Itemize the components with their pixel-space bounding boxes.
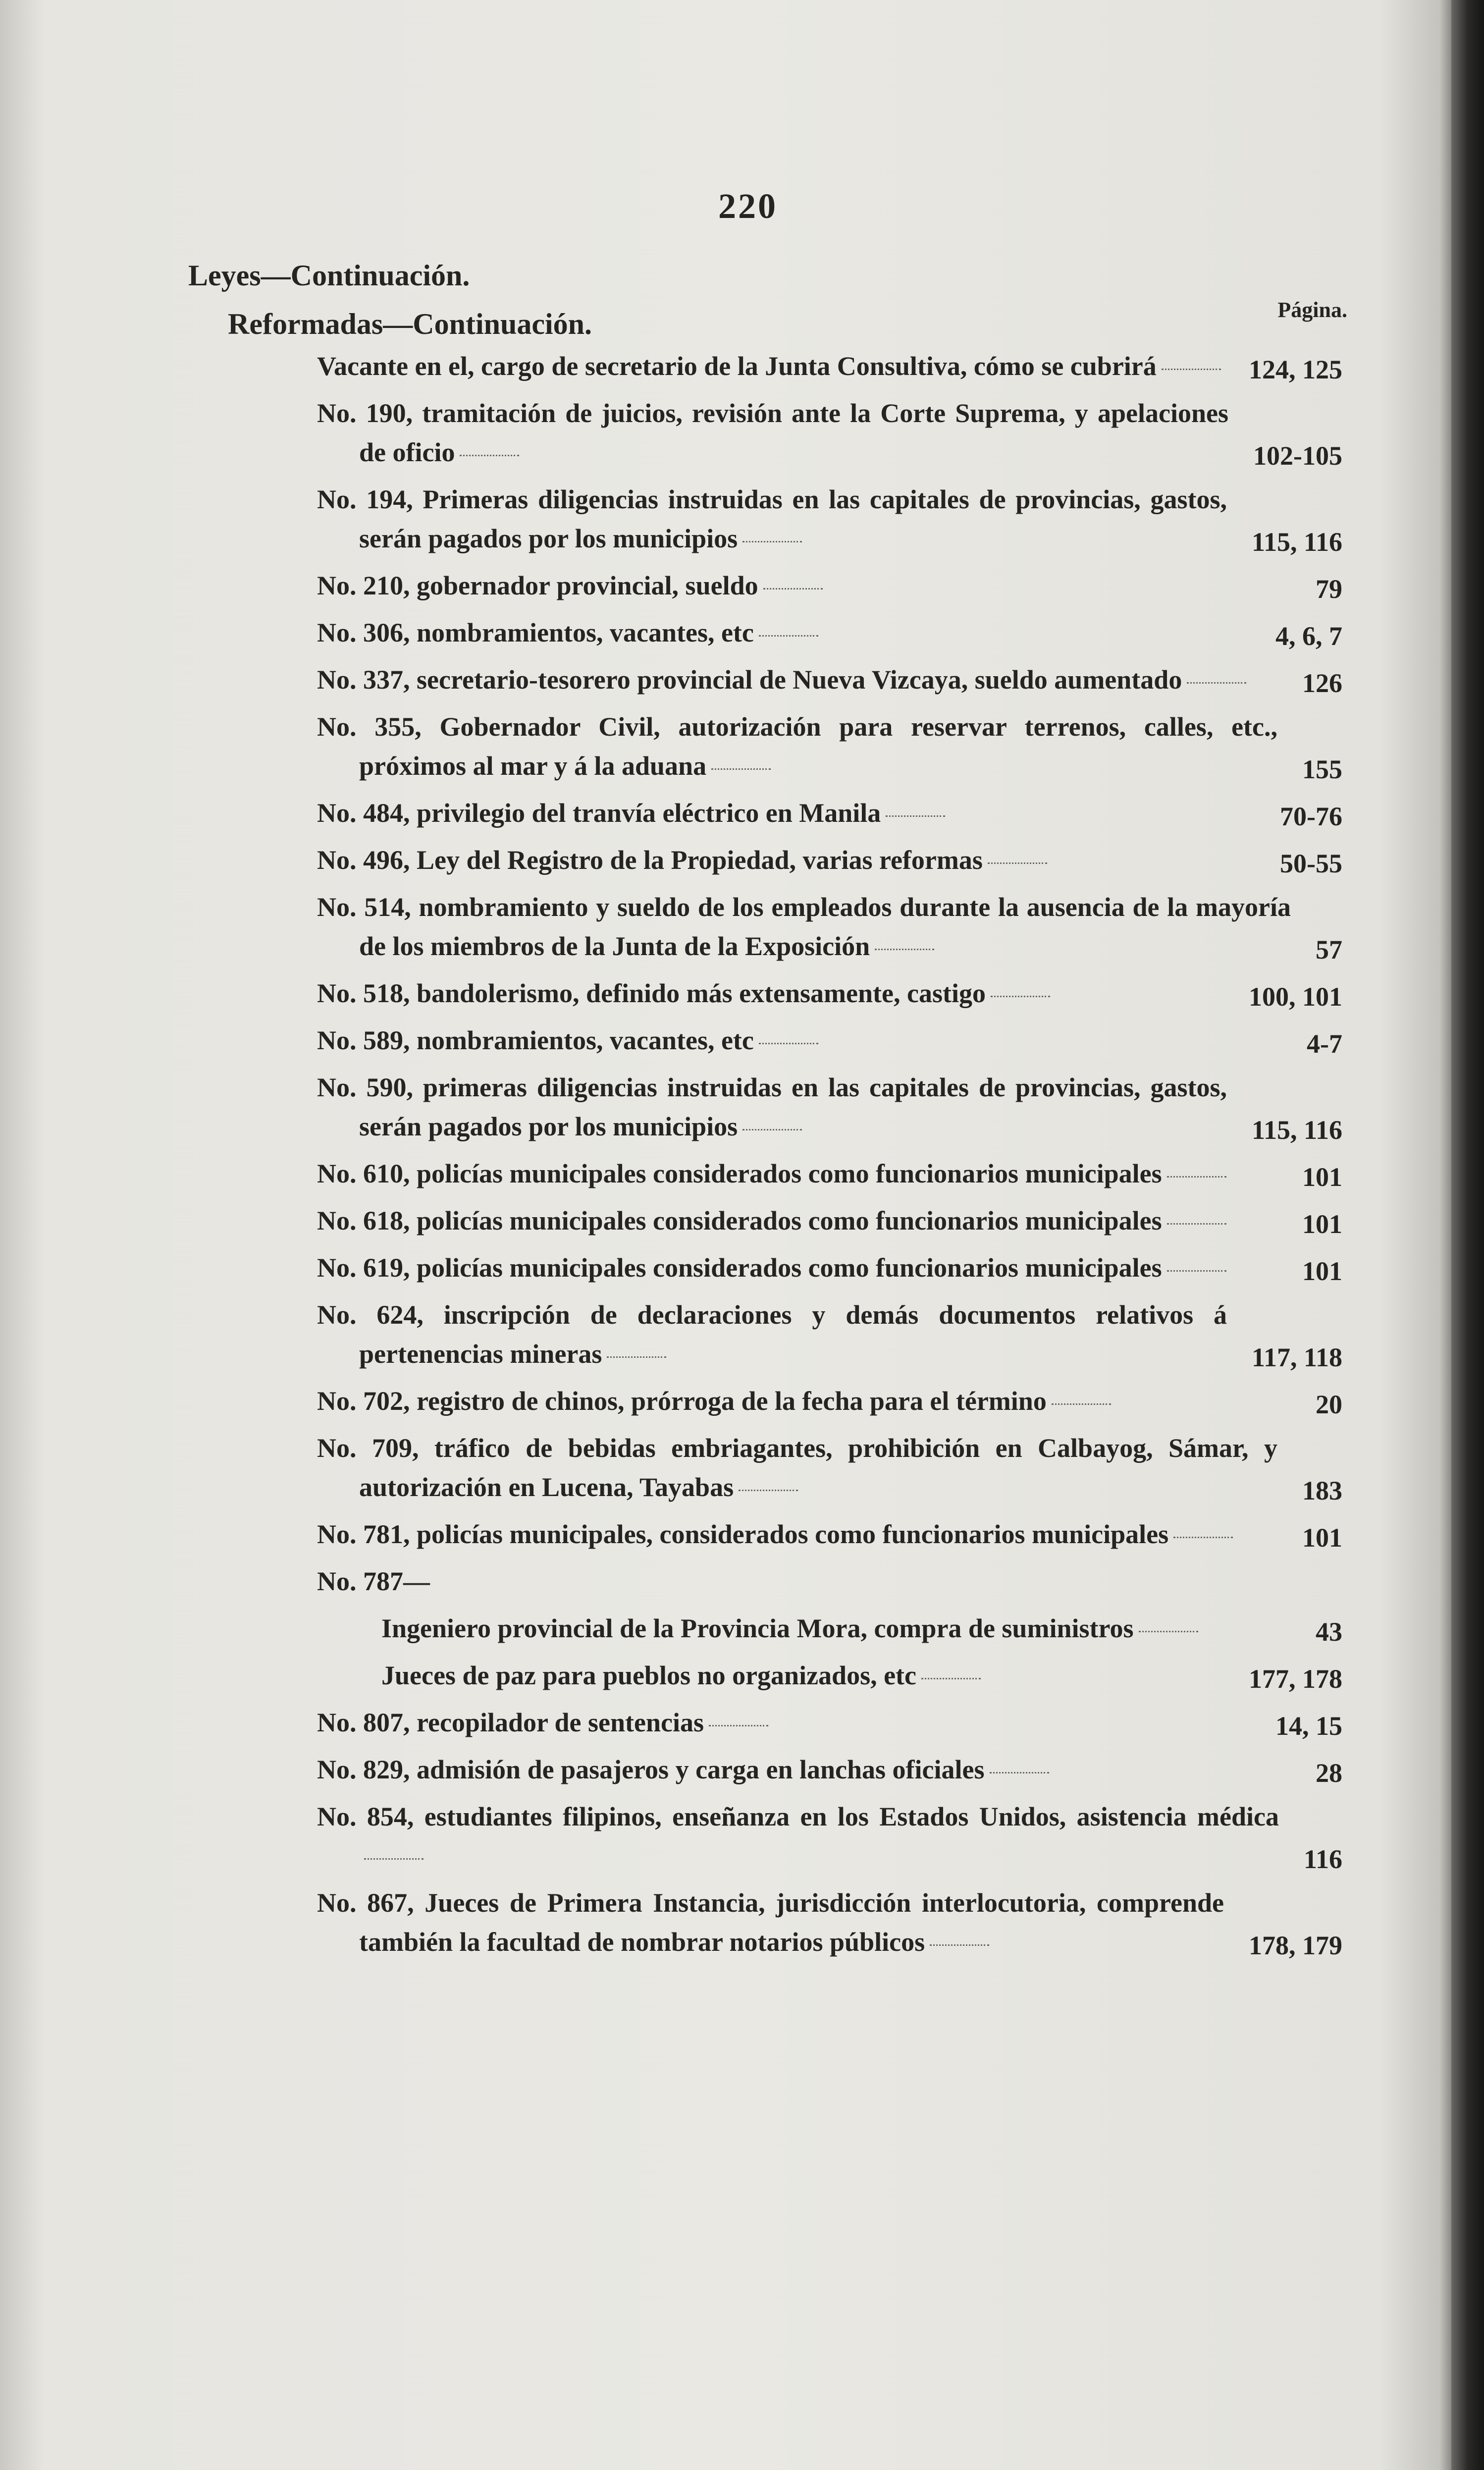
leader-dots [711,768,771,770]
entry-text: No. 829, admisión de pasajeros y carga en lanchas oficiales [317,1750,1323,1789]
leader-dots [1173,1536,1233,1538]
entry-page-ref: 43 [1316,1617,1342,1647]
index-entry [317,1656,1342,1695]
entry-text: Jueces de paz para pueblos no organizados, etc [381,1656,1323,1695]
entry-text: No. 484, privilegio del tranvía eléctrico en Manila [317,794,1323,833]
entry-text: No. 709, tráfico de bebidas embriagantes, prohibición en Calbayog, Sámar, y autorización en Lucena, Tayabas [317,1433,1277,1502]
entry-text: No. 190, tramitación de juicios, revisión ante la Corte Suprema, y apelaciones de oficio [317,398,1228,467]
index-entry [317,794,1342,833]
index-entry [317,347,1342,386]
entry-page-ref: 102-105 [1253,441,1342,471]
leader-dots [759,635,818,637]
entry-page-ref: 70-76 [1280,802,1342,831]
entry-text: No. 807, recopilador de sentencias [317,1703,1323,1742]
entry-page-ref: 116 [1303,1844,1342,1874]
entry-page-ref: 124, 125 [1249,355,1342,384]
entry-text: No. 781, policías municipales, considerados como funcionarios municipales [317,1515,1323,1554]
section-heading: Leyes—Continuación. [188,259,470,292]
entry-page-ref: 101 [1302,1523,1342,1553]
index-entries [317,347,1342,1970]
index-entry [317,1248,1342,1288]
leader-dots [460,454,519,456]
leader-dots [607,1356,666,1358]
index-entry [317,566,1342,605]
index-entry [317,1154,1342,1193]
entry-text: No. 194, Primeras diligencias instruidas en las capitales de provincias, gastos, serán pagados por los municipios [317,484,1227,553]
entry-text: No. 854, estudiantes filipinos, enseñanza en los Estados Unidos, asistencia médica [317,1797,1323,1876]
leader-dots [988,862,1047,864]
index-entry [317,480,1342,558]
index-entry [317,1068,1342,1146]
entry-page-ref: 20 [1316,1390,1342,1419]
index-entry [317,1021,1342,1060]
entry-page-ref: 126 [1302,668,1342,698]
index-entry [317,613,1342,652]
entry-text: No. 787— [317,1566,430,1596]
entry-page-ref: 115, 116 [1251,527,1342,557]
entry-text: No. 496, Ley del Registro de la Propiedad, varias reformas [317,841,1323,880]
index-entry [317,1562,1323,1601]
leader-dots [1162,368,1221,370]
entry-text: Ingeniero provincial de la Provincia Mora, compra de suministros [381,1609,1323,1648]
entry-page-ref: 115, 116 [1251,1115,1342,1145]
index-entry [317,1883,1342,1962]
page-column-header: Página. [1277,298,1347,322]
index-entry [317,1609,1342,1648]
entry-page-ref: 101 [1302,1162,1342,1192]
entry-text: No. 518, bandolerismo, definido más extensamente, castigo [317,974,1323,1013]
leader-dots [1167,1223,1226,1225]
entry-page-ref: 79 [1316,574,1342,604]
entry-text: No. 610, policías municipales considerados como funcionarios municipales [317,1154,1323,1193]
entry-page-ref: 50-55 [1280,849,1342,878]
leader-dots [709,1724,768,1726]
index-entry [317,660,1342,699]
page-number: 220 [718,186,778,226]
index-entry [317,888,1342,966]
entry-page-ref: 4-7 [1307,1029,1342,1059]
entry-page-ref: 57 [1316,935,1342,965]
entry-text: No. 210, gobernador provincial, sueldo [317,566,1323,605]
leader-dots [991,995,1050,997]
leader-dots [886,815,945,817]
entry-text: No. 590, primeras diligencias instruidas en las capitales de provincias, gastos, serán pagados por los municipios [317,1073,1227,1141]
entry-page-ref: 183 [1302,1476,1342,1505]
entry-page-ref: 117, 118 [1251,1342,1342,1372]
leader-dots [990,1772,1049,1773]
index-entry [317,1429,1342,1507]
leader-dots [921,1677,981,1679]
leader-dots [739,1489,798,1491]
entry-text: No. 618, policías municipales considerados como funcionarios municipales [317,1201,1323,1240]
index-entry [317,1382,1342,1421]
leader-dots [1052,1403,1111,1405]
entry-page-ref: 101 [1302,1256,1342,1286]
entry-page-ref: 14, 15 [1275,1711,1342,1741]
index-entry [317,1515,1342,1554]
leader-dots [1187,682,1246,684]
index-entry [317,974,1342,1013]
leader-dots [930,1944,989,1946]
leader-dots [763,588,823,590]
entry-text: No. 624, inscripción de declaraciones y demás documentos relativos á pertenencias mineras [317,1300,1227,1369]
entry-text: No. 337, secretario-tesorero provincial de Nueva Vizcaya, sueldo aumentado [317,660,1323,699]
entry-text: No. 619, policías municipales considerados como funcionarios municipales [317,1248,1323,1288]
entry-text: No. 702, registro de chinos, prórroga de la fecha para el término [317,1382,1323,1421]
leader-dots [1167,1270,1226,1272]
entry-text: Vacante en el, cargo de secretario de la Junta Consultiva, cómo se cubrirá [317,347,1323,386]
book-binding [1451,0,1484,2470]
entry-text: No. 514, nombramiento y sueldo de los empleados durante la ausencia de la mayoría de los miembros de la Junta de la Exposición [317,892,1291,961]
entry-page-ref: 4, 6, 7 [1275,621,1342,651]
leader-dots [759,1042,818,1044]
leader-dots [364,1858,424,1860]
leader-dots [875,948,934,950]
index-entry [317,841,1342,880]
entry-text: No. 306, nombramientos, vacantes, etc [317,613,1323,652]
index-entry [317,394,1342,472]
leader-dots [1139,1630,1198,1632]
index-entry [317,1797,1342,1876]
entry-page-ref: 178, 179 [1249,1931,1342,1960]
leader-dots [742,1128,802,1130]
subsection-heading: Reformadas—Continuación. [228,308,592,340]
entry-text: No. 355, Gobernador Civil, autorización para reservar terrenos, calles, etc., próximos al mar y á la aduana [317,712,1277,781]
entry-text: No. 867, Jueces de Primera Instancia, jurisdicción interlocutoria, comprende también la facultad de nombrar notarios públicos [317,1888,1224,1957]
entry-page-ref: 28 [1316,1758,1342,1788]
entry-page-ref: 155 [1302,754,1342,784]
index-entry [317,1703,1342,1742]
index-entry [317,1295,1342,1374]
entry-page-ref: 100, 101 [1249,982,1342,1012]
entry-page-ref: 177, 178 [1249,1664,1342,1694]
leader-dots [742,540,802,542]
index-entry [317,1201,1342,1240]
entry-text: No. 589, nombramientos, vacantes, etc [317,1021,1323,1060]
index-entry [317,1750,1342,1789]
entry-page-ref: 101 [1302,1209,1342,1239]
index-entry [317,707,1342,786]
leader-dots [1167,1176,1226,1178]
